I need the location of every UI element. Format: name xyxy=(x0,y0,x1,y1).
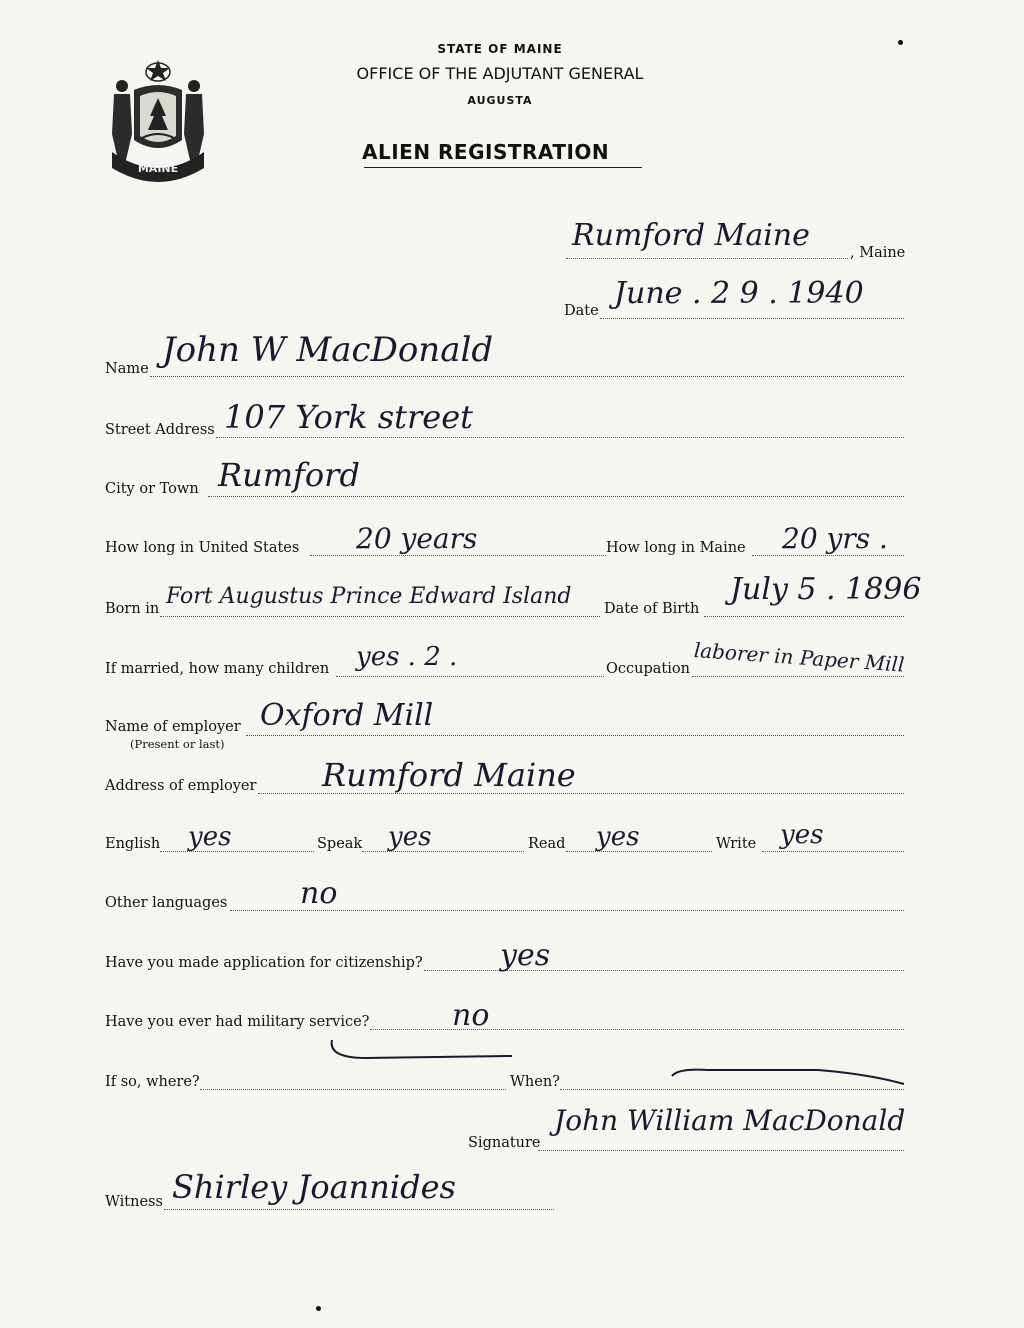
how-long-us-line xyxy=(310,555,606,556)
street-line xyxy=(216,437,904,438)
military-value: no xyxy=(452,998,490,1033)
read-value: yes xyxy=(596,822,640,852)
state-seal-icon xyxy=(104,56,212,182)
military-line xyxy=(370,1029,904,1030)
born-in-line xyxy=(160,616,600,617)
witness-line xyxy=(164,1209,554,1210)
name-line xyxy=(150,376,904,377)
other-languages-label: Other languages xyxy=(105,895,228,911)
when-label: When? xyxy=(510,1074,560,1090)
citizenship-label: Have you made application for citizenship? xyxy=(105,955,423,971)
street-value: 107 York street xyxy=(224,398,474,436)
seal-banner-text: MAINE xyxy=(137,162,179,175)
read-label: Read xyxy=(528,836,566,852)
signature-line xyxy=(538,1150,904,1151)
occupation-line xyxy=(692,676,904,677)
town-line xyxy=(566,258,848,259)
write-line xyxy=(762,851,904,852)
how-long-maine-label: How long in Maine xyxy=(606,540,746,556)
when-stroke-mark xyxy=(668,1062,908,1094)
dob-label: Date of Birth xyxy=(604,601,700,617)
dob-value: July 5 . 1896 xyxy=(730,572,922,607)
title-underline xyxy=(364,167,642,168)
children-value: yes . 2 . xyxy=(356,642,458,672)
other-languages-value: no xyxy=(300,876,338,911)
english-line xyxy=(160,851,314,852)
maine-label: , Maine xyxy=(850,245,906,261)
how-long-us-value: 20 years xyxy=(356,522,478,555)
how-long-us-label: How long in United States xyxy=(105,540,300,556)
ink-speck xyxy=(898,40,903,45)
witness-value: Shirley Joannides xyxy=(172,1168,456,1206)
how-long-maine-line xyxy=(752,555,904,556)
city-label: City or Town xyxy=(105,481,199,497)
employer-address-value: Rumford Maine xyxy=(322,756,576,794)
name-value: John W MacDonald xyxy=(162,330,494,370)
english-label: English xyxy=(105,836,161,852)
header-state: STATE OF MAINE xyxy=(437,42,563,56)
born-in-value: Fort Augustus Prince Edward Island xyxy=(166,584,572,609)
born-in-label: Born in xyxy=(105,601,160,617)
header-city: AUGUSTA xyxy=(467,94,533,107)
children-label: If married, how many children xyxy=(105,661,330,677)
citizenship-value: yes xyxy=(500,938,551,973)
city-value: Rumford xyxy=(218,456,360,494)
write-label: Write xyxy=(716,836,757,852)
city-line xyxy=(208,496,904,497)
speak-label: Speak xyxy=(317,836,363,852)
citizenship-line xyxy=(424,970,904,971)
form-title: ALIEN REGISTRATION xyxy=(362,140,610,164)
ink-speck xyxy=(316,1306,321,1311)
military-label: Have you ever had military service? xyxy=(105,1014,370,1030)
dob-line xyxy=(704,616,904,617)
date-line xyxy=(600,318,904,319)
name-label: Name xyxy=(105,361,149,377)
employer-value: Oxford Mill xyxy=(260,698,434,733)
children-line xyxy=(336,676,604,677)
occupation-label: Occupation xyxy=(606,661,690,677)
employer-line xyxy=(246,735,904,736)
how-long-maine-value: 20 yrs . xyxy=(782,522,888,555)
witness-label: Witness xyxy=(105,1194,163,1210)
military-stroke-mark xyxy=(326,1036,516,1066)
date-value: June . 2 9 . 1940 xyxy=(614,276,864,311)
employer-address-label: Address of employer xyxy=(105,778,257,794)
signature-value: John William MacDonald xyxy=(554,1104,906,1137)
employer-sublabel: (Present or last) xyxy=(130,737,225,751)
where-line xyxy=(200,1089,506,1090)
town-value: Rumford Maine xyxy=(572,218,810,253)
write-value: yes xyxy=(780,820,824,850)
speak-line xyxy=(362,851,524,852)
signature-label: Signature xyxy=(468,1135,541,1151)
english-value: yes xyxy=(188,822,232,852)
where-label: If so, where? xyxy=(105,1074,200,1090)
header-office: OFFICE OF THE ADJUTANT GENERAL xyxy=(356,64,644,83)
street-label: Street Address xyxy=(105,422,215,438)
employer-label: Name of employer xyxy=(105,719,241,735)
date-label: Date xyxy=(564,303,599,319)
occupation-value: laborer in Paper Mill xyxy=(693,638,906,677)
speak-value: yes xyxy=(388,822,432,852)
